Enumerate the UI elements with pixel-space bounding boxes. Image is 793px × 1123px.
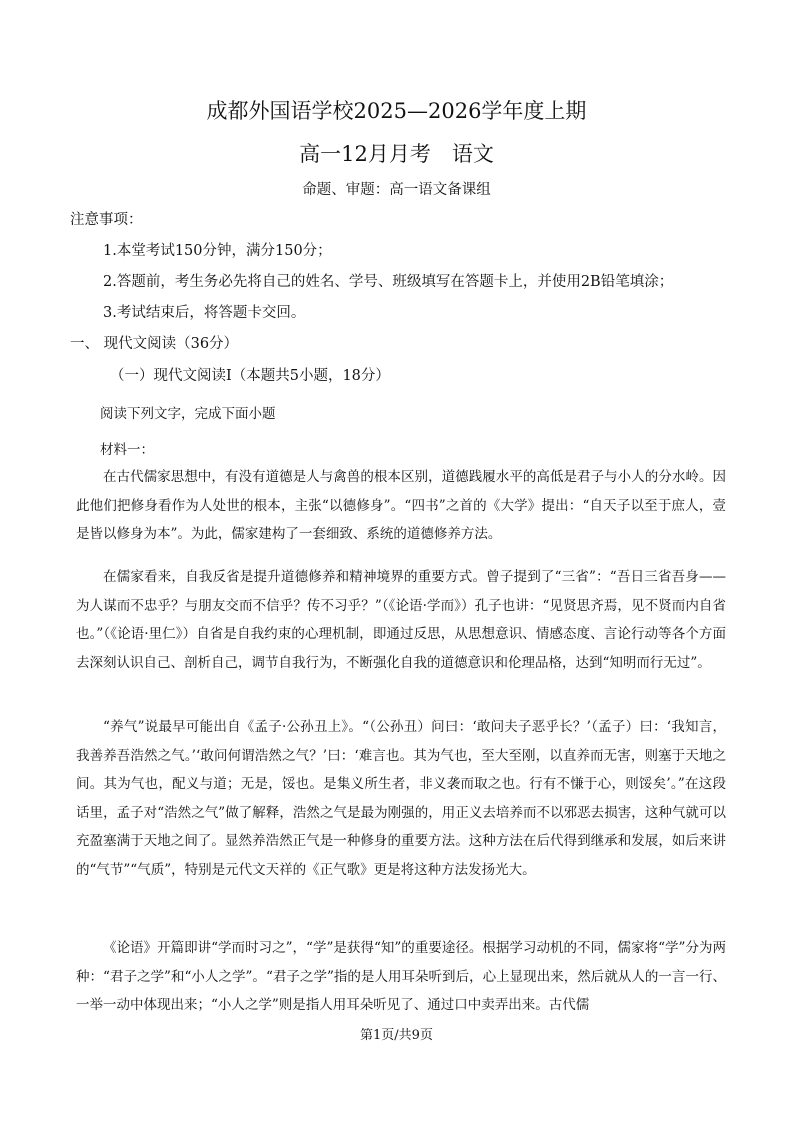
byline: 命题、审题：高一语文备课组 (302, 182, 491, 198)
exam-title: 高一12月月考 语文 (299, 142, 494, 166)
notice-item: 3.考试结束后，将答题卡交回。 (103, 305, 306, 321)
school-title: 成都外国语学校2025—2026学年度上期 (206, 99, 587, 123)
paragraph: “养气”说最早可能出自《孟子·公孙丑上》。“（公孙丑）问曰：‘敢问夫子恶乎长？’（孟子）曰：‘我知言，我善养吾浩然之气。’‘敢问何谓浩然之气？’曰：‘难言也。其为气也，至大至刚，以直养而无害，则塞于天地之间。其为气也，配义与道；无是，馁也。是集义所生者，非义袭而取之也。行有不慊于心，则馁矣’。”在这段话里，孟子对“浩然之气”做了解释，浩然之气是最为刚强的，用正义去培养而不以邪恶去损害，这种气就可以充盈塞满于天地之间了。显然养浩然正气是一种修身的重要方法。这种方法在后代得到继承和发展，如后来讲的“气节”“气质”，特别是元代文天祥的《正气歌》更是将这种方法发扬光大。 (76, 719, 726, 878)
subsection-heading: （一）现代文阅读Ⅰ（本题共5小题，18分） (110, 368, 390, 384)
notice-heading: 注意事项： (70, 212, 143, 228)
instruction-text: 阅读下列文字，完成下面小题 (100, 406, 276, 422)
notice-item: 1.本堂考试150分钟，满分150分； (103, 243, 332, 259)
notice-item: 2.答题前，考生务必先将自己的姓名、学号、班级填写在答题卡上，并使用2B铅笔填涂； (103, 274, 674, 290)
material-label: 材料一： (100, 442, 154, 458)
paragraph: 《论语》开篇即讲“学而时习之”，“学”是获得“知”的重要途径。根据学习动机的不同，儒家将“学”分为两种：“君子之学”和“小人之学”。“君子之学”指的是人用耳朵听到后，心上显现出来，然后就从人的一言一行、一举一动中体现出来；“小人之学”则是指人用耳朵听见了、通过口中卖弄出来。古代儒 (76, 940, 726, 1013)
section-heading: 一、 现代文阅读（36分） (70, 336, 239, 352)
page-number: 第1页/共9页 (360, 1028, 433, 1043)
paragraph: 在儒家看来，自我反省是提升道德修养和精神境界的重要方式。曾子提到了“三省”：“吾日三省吾身——为人谋而不忠乎？与朋友交而不信乎？传不习乎？”（《论语·学而》）孔子也讲：“见贤思齐焉，见不贤而内自省也。”（《论语·里仁》）自省是自我约束的心理机制，即通过反思，从思想意识、情感态度、言论行动等各个方面去深刻认识自己、剖析自己，调节自我行为，不断强化自我的道德意识和伦理品格，达到“知明而行无过”。 (76, 569, 726, 671)
paragraph: 在古代儒家思想中，有没有道德是人与禽兽的根本区别，道德践履水平的高低是君子与小人的分水岭。因此他们把修身看作为人处世的根本，主张“以德修身”。“四书”之首的《大学》提出：“自天子以至于庶人，壹是皆以修身为本”。为此，儒家建构了一套细致、系统的道德修养方法。 (76, 469, 726, 542)
